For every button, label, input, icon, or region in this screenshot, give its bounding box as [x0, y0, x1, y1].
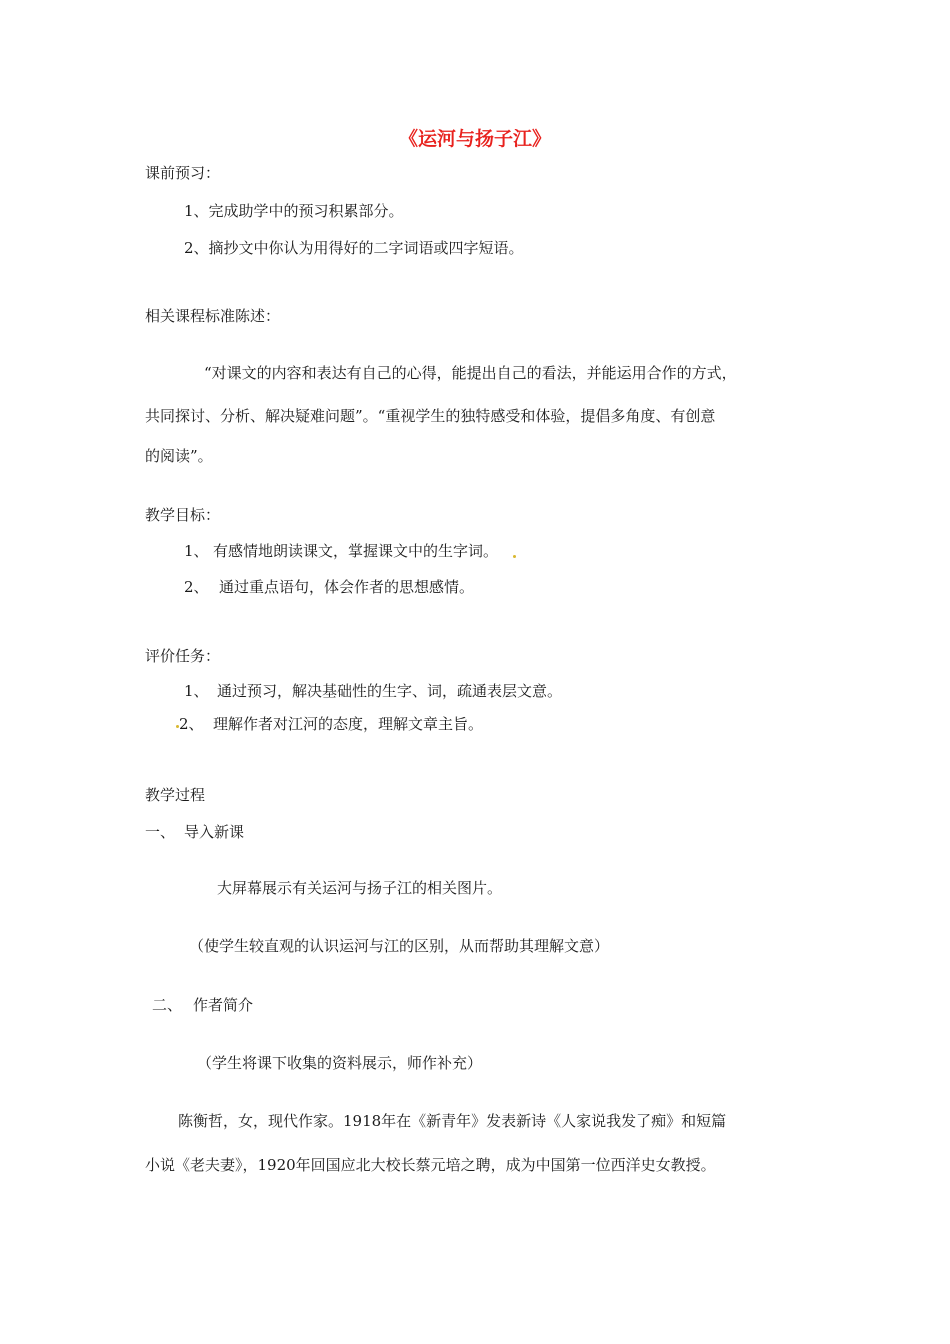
evaluation-item-1-text: 通过预习，解决基础性的生字、词，疏通表层文意。	[217, 682, 563, 700]
standard-line-3: 的阅读”。	[145, 447, 213, 465]
evaluation-heading: 评价任务：	[145, 647, 221, 665]
section-2-line-1: （学生将课下收集的资料展示，师作补充）	[197, 1054, 483, 1072]
preview-heading: 课前预习：	[145, 164, 221, 182]
evaluation-item-2-text: 理解作者对江河的态度，理解文章主旨。	[213, 715, 484, 733]
standard-line-2: 共同探讨、分析、解决疑难问题”。“重视学生的独特感受和体验，提倡多角度、有创意	[145, 407, 716, 425]
goals-heading: 教学目标：	[145, 506, 221, 524]
section-1-line-1: 大屏幕展示有关运河与扬子江的相关图片。	[217, 879, 503, 897]
section-2-num: 二、	[152, 996, 183, 1014]
section-1-title: 导入新课	[184, 823, 245, 841]
preview-item-2: 2、摘抄文中你认为用得好的二字词语或四字短语。	[184, 239, 524, 257]
evaluation-item-2-num: 2、	[179, 715, 204, 733]
goals-item-2-num: 2、	[184, 578, 209, 596]
preview-item-1: 1、完成助学中的预习积累部分。	[184, 202, 404, 220]
goals-item-2-text: 通过重点语句，体会作者的思想感情。	[219, 578, 475, 596]
process-heading: 教学过程	[145, 786, 206, 804]
section-1-line-2: （使学生较直观的认识运河与江的区别，从而帮助其理解文意）	[189, 937, 610, 955]
evaluation-item-1-num: 1、	[184, 682, 209, 700]
standard-line-1: “对课文的内容和表达有自己的心得，能提出自己的看法，并能运用合作的方式，	[204, 364, 737, 382]
marker-dot	[513, 555, 516, 558]
goals-item-1-text: 有感情地朗读课文，掌握课文中的生字词。	[213, 542, 499, 560]
author-bio-line-1: 陈衡哲，女，现代作家。1918年在《新青年》发表新诗《人家说我发了痴》和短篇	[178, 1112, 727, 1130]
standard-heading: 相关课程标准陈述：	[145, 307, 281, 325]
section-2-title: 作者简介	[193, 996, 254, 1014]
section-1-num: 一、	[145, 823, 176, 841]
goals-item-1-num: 1、	[184, 542, 209, 560]
page-title: 《运河与扬子江》	[398, 128, 551, 150]
author-bio-line-2: 小说《老夫妻》，1920年回国应北大校长蔡元培之聘，成为中国第一位西洋史女教授。	[145, 1156, 716, 1174]
